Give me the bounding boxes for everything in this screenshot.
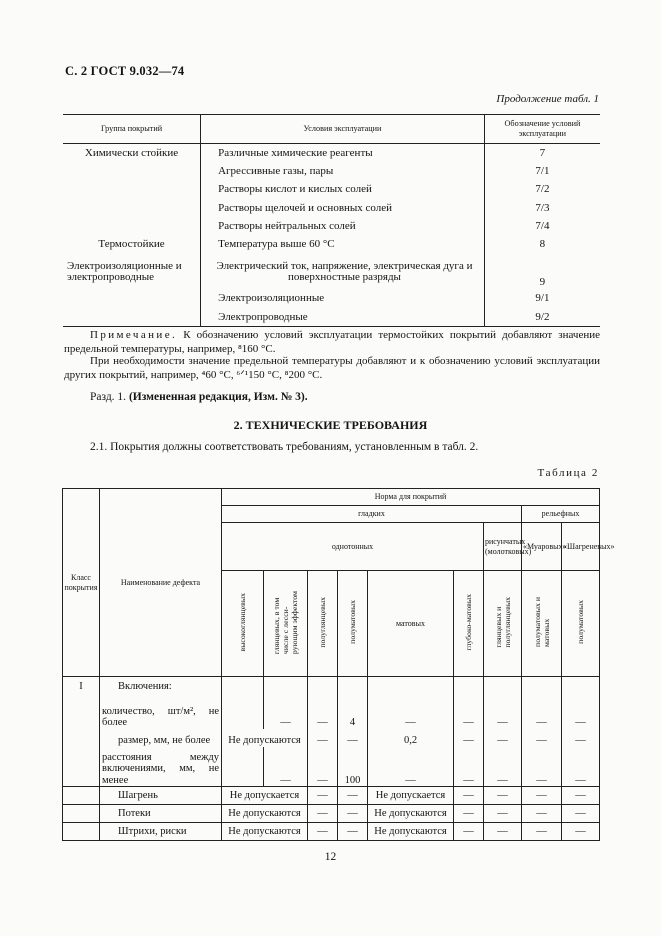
- table-row: [63, 290, 600, 308]
- dash-cell: —: [308, 823, 338, 841]
- dash-cell: —: [522, 729, 562, 747]
- table-continuation-label: Продолжение табл. 1: [496, 93, 599, 105]
- subheader-semimatte: полуматовых: [348, 600, 357, 645]
- value-cell: 0,2: [368, 729, 454, 747]
- dash-cell: —: [562, 747, 600, 787]
- dash-cell: —: [308, 805, 338, 823]
- condition-cell: Температура выше 60 °С: [201, 235, 485, 253]
- page-number: 12: [324, 851, 337, 863]
- dash-cell: —: [308, 747, 338, 787]
- note-text: При необходимости значение предельной температуры добавляют и к обозначению условий эксплуатации других покрытий, например,: [64, 355, 600, 381]
- subheader-gloss-glaze: глянцевых, в том числе с лесси- рующим эффектом: [272, 590, 299, 654]
- table-row: [63, 144, 600, 163]
- code-cell: 9/2: [484, 308, 600, 327]
- table-row: [63, 308, 600, 327]
- dash-cell: —: [522, 787, 562, 805]
- table-row: [63, 181, 600, 199]
- subheader-semimatte-matte: полуматовых и матовых: [532, 597, 551, 648]
- value-cell: Не допускается: [368, 787, 454, 805]
- condition-cell: Агрессивные газы, пары: [201, 162, 485, 180]
- code-cell: 9: [539, 275, 546, 288]
- revision-note: [90, 391, 308, 403]
- defect-cell: размер, мм, не более: [100, 729, 222, 747]
- col-header-class: Класс покрытия: [63, 489, 100, 677]
- code-cell: 7/1: [535, 164, 550, 177]
- value-cell: 100: [338, 747, 368, 787]
- table-row: [63, 823, 600, 841]
- group-cell: [63, 308, 201, 327]
- table-row: [63, 787, 600, 805]
- dash-cell: —: [484, 697, 522, 729]
- subheader-matte-text: матовых: [396, 618, 425, 628]
- table-row: [63, 697, 600, 729]
- revision-bold: (Измененная редакция, Изм. № 3).: [128, 391, 308, 403]
- col-header-norm: Норма для покрытий: [222, 489, 600, 506]
- table-row: [63, 729, 600, 747]
- group-cell: [63, 290, 201, 308]
- code-cell: 7/3: [535, 201, 550, 214]
- col-header-relief: рельефных: [522, 506, 600, 523]
- defect-cell: Включения:: [100, 677, 222, 697]
- dash-cell: —: [484, 729, 522, 747]
- col-header-smooth: гладких: [222, 506, 522, 523]
- table-row: [63, 217, 600, 235]
- value-cell: Не допускаются: [222, 805, 308, 823]
- dash-cell: —: [562, 729, 600, 747]
- dash-cell: —: [308, 787, 338, 805]
- dash-cell: —: [484, 747, 522, 787]
- dash-cell: —: [562, 697, 600, 729]
- table-row: [63, 747, 600, 787]
- dash-cell: —: [522, 805, 562, 823]
- dash-cell: —: [264, 747, 308, 787]
- value-cell: Не допускаются: [222, 823, 308, 841]
- table-row: [63, 677, 600, 697]
- note-example: ⁴60 °С, ⁶ᐟ¹150 °С, ⁸200 °С.: [201, 368, 323, 381]
- dash-cell: —: [264, 697, 308, 729]
- dash-cell: —: [338, 729, 368, 747]
- col-header-shagreen: «Шагреневых»: [562, 523, 600, 571]
- page-header: С. 2 ГОСТ 9.032—74: [65, 64, 185, 78]
- group-cell: [63, 162, 201, 180]
- note-example: ⁸160 °С.: [237, 342, 276, 355]
- subheader-deep-matte: глубоко-матовых: [464, 594, 473, 651]
- table-2-label: Таблица 2: [537, 467, 599, 479]
- dash-cell: —: [454, 747, 484, 787]
- condition-cell: Электроизоляционные: [201, 290, 485, 308]
- code-cell: 7/2: [535, 183, 550, 196]
- col-header-patterned: рисунчатых (молотковых): [484, 523, 522, 571]
- col-header-group: Группа покрытий: [63, 115, 201, 144]
- condition-cell: Растворы щелочей и основных солей: [201, 199, 485, 217]
- group-cell: Термостойкие: [98, 238, 165, 251]
- table-row: [63, 162, 600, 180]
- group-cell: Электроизоляционные и электропроводные: [67, 259, 182, 283]
- note-paragraph-2: [64, 355, 600, 382]
- note-paragraph: [64, 329, 600, 356]
- col-header-defect: Наименование дефекта: [100, 489, 222, 677]
- dash-cell: —: [338, 805, 368, 823]
- dash-cell: —: [562, 823, 600, 841]
- defect-cell: количество, шт/м², не более: [100, 697, 222, 729]
- condition-cell: Различные химические реагенты: [201, 144, 485, 163]
- defect-cell: расстояния между включениями, мм, не менее: [100, 747, 222, 787]
- table-row: [63, 254, 600, 290]
- col-header-condition: Условия эксплуатации: [201, 115, 485, 144]
- dash-cell: —: [454, 697, 484, 729]
- value-cell: Не допускаются: [368, 823, 454, 841]
- dash-cell: —: [454, 787, 484, 805]
- dash-cell: —: [522, 697, 562, 729]
- dash-cell: —: [484, 805, 522, 823]
- group-cell: [63, 217, 201, 235]
- table-1: [63, 114, 600, 327]
- condition-cell: Электрический ток, напряжение, электрическая дуга и поверхностные разряды: [201, 254, 485, 290]
- subheader-matte: [368, 571, 454, 677]
- value-cell: 4: [338, 697, 368, 729]
- col-header-moire: «Муаровых»: [522, 523, 562, 571]
- defect-cell: Штрихи, риски: [100, 823, 222, 841]
- table-row: [63, 235, 600, 253]
- table-2: [62, 488, 615, 841]
- dash-cell: —: [308, 697, 338, 729]
- group-cell: Химически стойкие: [84, 146, 179, 159]
- dash-cell: —: [368, 697, 454, 729]
- value-cell: Не допускаются: [222, 729, 308, 747]
- value-cell: Не допускаются: [368, 805, 454, 823]
- condition-cell: Электропроводные: [201, 308, 485, 327]
- subheader-semigloss: полуглянцевых: [318, 596, 327, 648]
- dash-cell: —: [308, 729, 338, 747]
- dash-cell: —: [454, 729, 484, 747]
- code-cell: 9/1: [535, 292, 550, 305]
- subheader-high-gloss: высокоглянцевых: [238, 593, 247, 652]
- group-cell: [63, 199, 201, 217]
- dash-cell: —: [454, 805, 484, 823]
- code-cell: 7: [539, 146, 546, 159]
- dash-cell: —: [338, 823, 368, 841]
- table-row: [63, 199, 600, 217]
- condition-cell: Растворы нейтральных солей: [201, 217, 485, 235]
- code-cell: 8: [539, 238, 546, 251]
- dash-cell: —: [454, 823, 484, 841]
- dash-cell: —: [522, 747, 562, 787]
- code-cell: 7/4: [535, 219, 550, 232]
- note-label: Примечание.: [90, 329, 178, 341]
- dash-cell: —: [522, 823, 562, 841]
- dash-cell: —: [368, 747, 454, 787]
- value-cell: Не допускается: [222, 787, 308, 805]
- dash-cell: —: [484, 823, 522, 841]
- defect-cell: Потеки: [100, 805, 222, 823]
- revision-prefix: Разд. 1.: [90, 391, 127, 403]
- col-header-mono: однотонных: [222, 523, 484, 571]
- col-header-code: Обозначение условий эксплуатации: [484, 115, 600, 144]
- subheader-gloss-semigloss: глянцевых и полуглянцевых: [493, 596, 512, 648]
- note-text: К обозначению условий эксплуатации термостойких покрытий добавляют значение предельной температуры, например,: [64, 329, 600, 355]
- dash-cell: —: [562, 787, 600, 805]
- defect-cell: Шагрень: [100, 787, 222, 805]
- group-cell: [63, 181, 201, 199]
- paragraph-2-1: 2.1. Покрытия должны соответствовать требованиям, установленным в табл. 2.: [90, 441, 479, 453]
- table-row: [63, 805, 600, 823]
- section-title: 2. ТЕХНИЧЕСКИЕ ТРЕБОВАНИЯ: [233, 418, 428, 432]
- subheader-semimatte-shagreen: полуматовых: [576, 600, 586, 645]
- dash-cell: —: [338, 787, 368, 805]
- dash-cell: —: [484, 787, 522, 805]
- condition-cell: Растворы кислот и кислых солей: [201, 181, 485, 199]
- dash-cell: —: [562, 805, 600, 823]
- class-cell: I: [63, 677, 100, 697]
